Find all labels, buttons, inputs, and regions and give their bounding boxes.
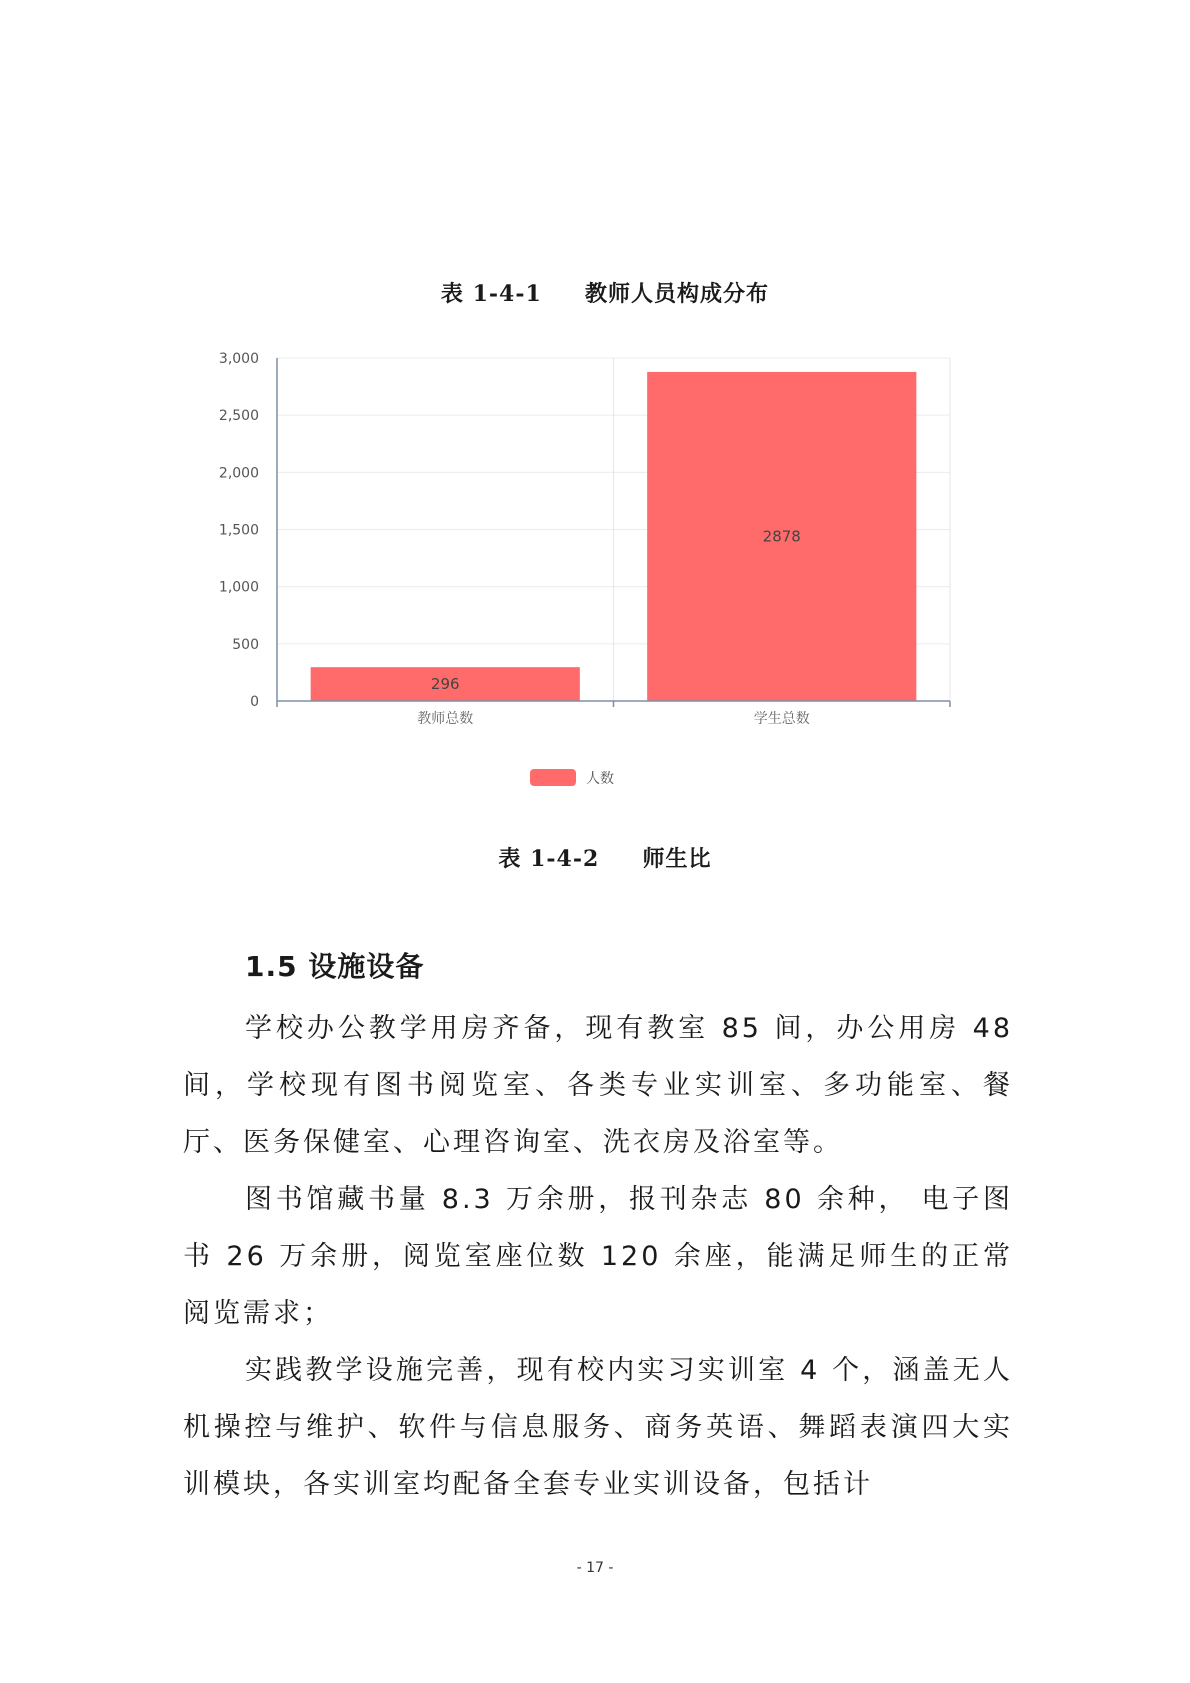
bar-data-label: 296 [430, 675, 460, 694]
teacher-student-bar-chart [195, 345, 970, 815]
legend-swatch [530, 769, 576, 786]
x-category-label: 学生总数 [753, 711, 810, 727]
bar-chart-svg [195, 345, 970, 815]
x-category-label: 教师总数 [417, 711, 474, 727]
y-tick-label: 0 [250, 694, 259, 710]
paragraph-facilities: 学校办公教学用房齐备，现有教室 85 间，办公用房 48 间，学校现有图书阅览室、各类专业实训室、多功能室、餐厅、医务保健室、心理咨询室、洗衣房及浴室等。 [183, 1013, 1013, 1158]
paragraph-library: 图书馆藏书量 8.3 万余册，报刊杂志 80 余种， 电子图书 26 万余册，阅览室座位数 120 余座，能满足师生的正常阅览需求； [183, 1184, 1013, 1329]
section-heading: 1.5 设施设备 [245, 950, 425, 983]
table-caption-1-4-2: 表 1-4-2 师生比 [498, 846, 712, 872]
paragraph-training: 实践教学设施完善，现有校内实习实训室 4 个，涵盖无人机操控与维护、软件与信息服务、商务英语、舞蹈表演四大实训模块，各实训室均配备全套专业实训设备，包括计 [183, 1355, 1013, 1500]
y-tick-label: 500 [232, 636, 259, 653]
y-tick-label: 3,000 [218, 351, 259, 367]
table-caption-1-4-1: 表 1-4-1 教师人员构成分布 [440, 281, 770, 307]
y-tick-label: 2,500 [218, 408, 259, 425]
section-body [183, 1000, 1013, 1513]
y-tick-label: 1,000 [218, 579, 259, 596]
y-tick-label: 2,000 [218, 465, 259, 482]
y-tick-label: 1,500 [218, 522, 259, 539]
legend-label: 人数 [586, 771, 614, 787]
bar-data-label: 2878 [762, 527, 801, 546]
page-number: - 17 - [576, 1560, 614, 1576]
